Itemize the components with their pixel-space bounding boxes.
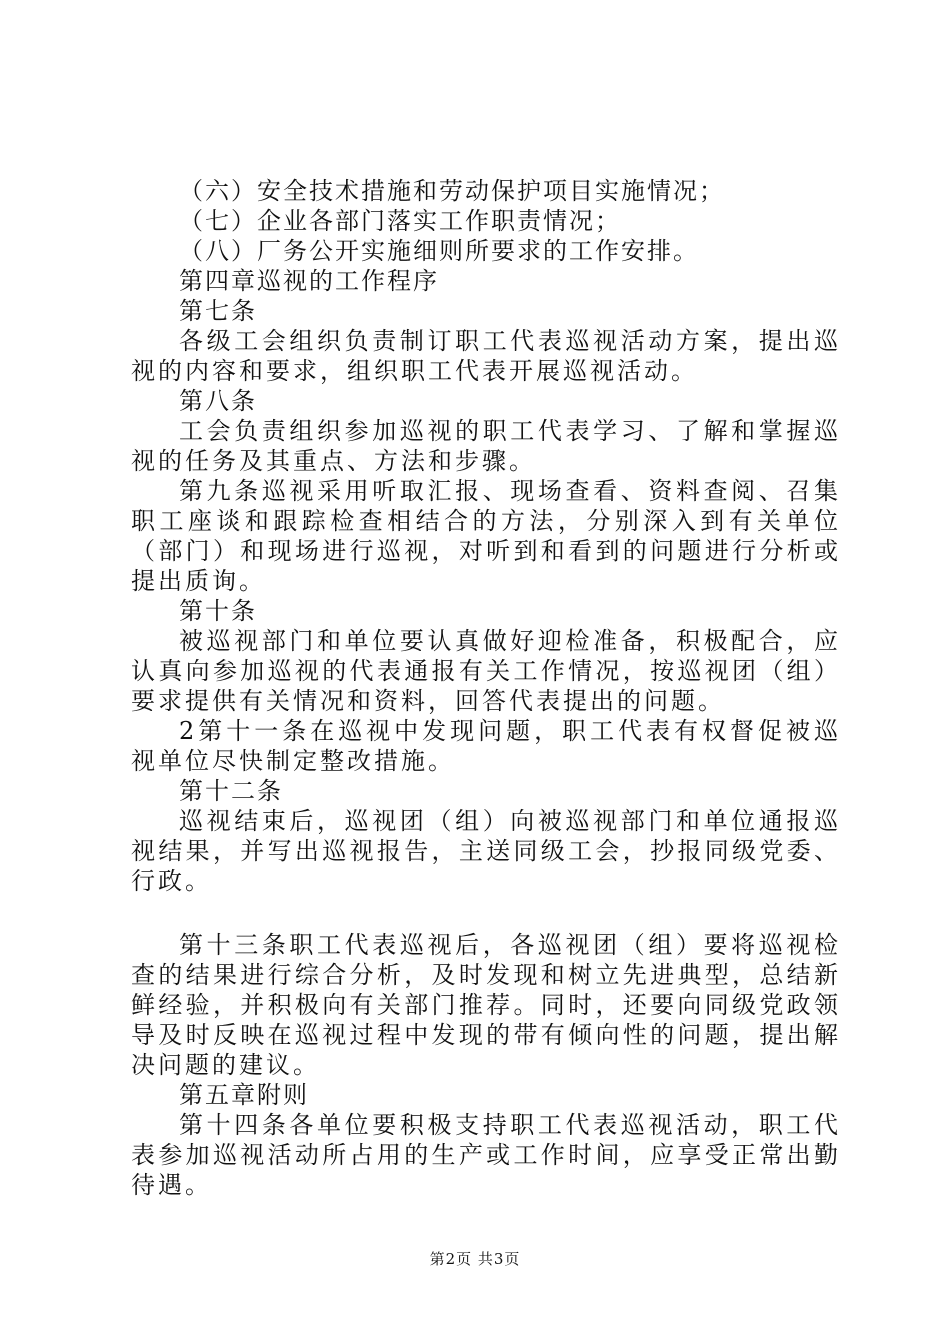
article-8-title: 第八条 bbox=[179, 387, 257, 415]
chapter-4-heading: 第四章巡视的工作程序 bbox=[179, 267, 439, 295]
article-8-text: 工会负责组织参加巡视的职工代表学习、了解和掌握巡视的任务及其重点、方法和步骤。 bbox=[131, 417, 841, 475]
article-9-text: 第九条巡视采用听取汇报、现场查看、资料查阅、召集职工座谈和跟踪检查相结合的方法，分别深入到有关单位（部门）和现场进行巡视，对听到和看到的问题进行分析或提出质询。 bbox=[131, 477, 841, 595]
list-item-8: （八）厂务公开实施细则所要求的工作安排。 bbox=[179, 237, 699, 265]
paragraph-gap bbox=[131, 896, 841, 930]
chapter-5-heading: 第五章附则 bbox=[179, 1081, 309, 1109]
page-number-footer: 第2页 共3页 bbox=[429, 1250, 521, 1268]
article-14-text: 第十四条各单位要积极支持职工代表巡视活动，职工代表参加巡视活动所占用的生产或工作时间，应享受正常出勤待遇。 bbox=[131, 1111, 841, 1199]
article-12-title: 第十二条 bbox=[179, 777, 283, 805]
article-12-text: 巡视结束后，巡视团（组）向被巡视部门和单位通报巡视结果，并写出巡视报告，主送同级工会，抄报同级党委、行政。 bbox=[131, 807, 841, 895]
list-item-7: （七）企业各部门落实工作职责情况； bbox=[179, 207, 621, 235]
article-7-title: 第七条 bbox=[179, 297, 257, 325]
document-body bbox=[131, 176, 841, 1200]
list-item-6: （六）安全技术措施和劳动保护项目实施情况； bbox=[179, 177, 725, 205]
article-13-text: 第十三条职工代表巡视后，各巡视团（组）要将巡视检查的结果进行综合分析，及时发现和树立先进典型，总结新鲜经验，并积极向有关部门推荐。同时，还要向同级党政领导及时反映在巡视过程中发现的带有倾向性的问题，提出解决问题的建议。 bbox=[131, 931, 841, 1079]
article-10-text: 被巡视部门和单位要认真做好迎检准备，积极配合，应认真向参加巡视的代表通报有关工作情况，按巡视团（组）要求提供有关情况和资料，回答代表提出的问题。 bbox=[131, 627, 841, 715]
article-11-text: 2第十一条在巡视中发现问题，职工代表有权督促被巡视单位尽快制定整改措施。 bbox=[131, 717, 841, 775]
article-10-title: 第十条 bbox=[179, 597, 257, 625]
article-7-text: 各级工会组织负责制订职工代表巡视活动方案，提出巡视的内容和要求，组织职工代表开展巡视活动。 bbox=[131, 327, 841, 385]
